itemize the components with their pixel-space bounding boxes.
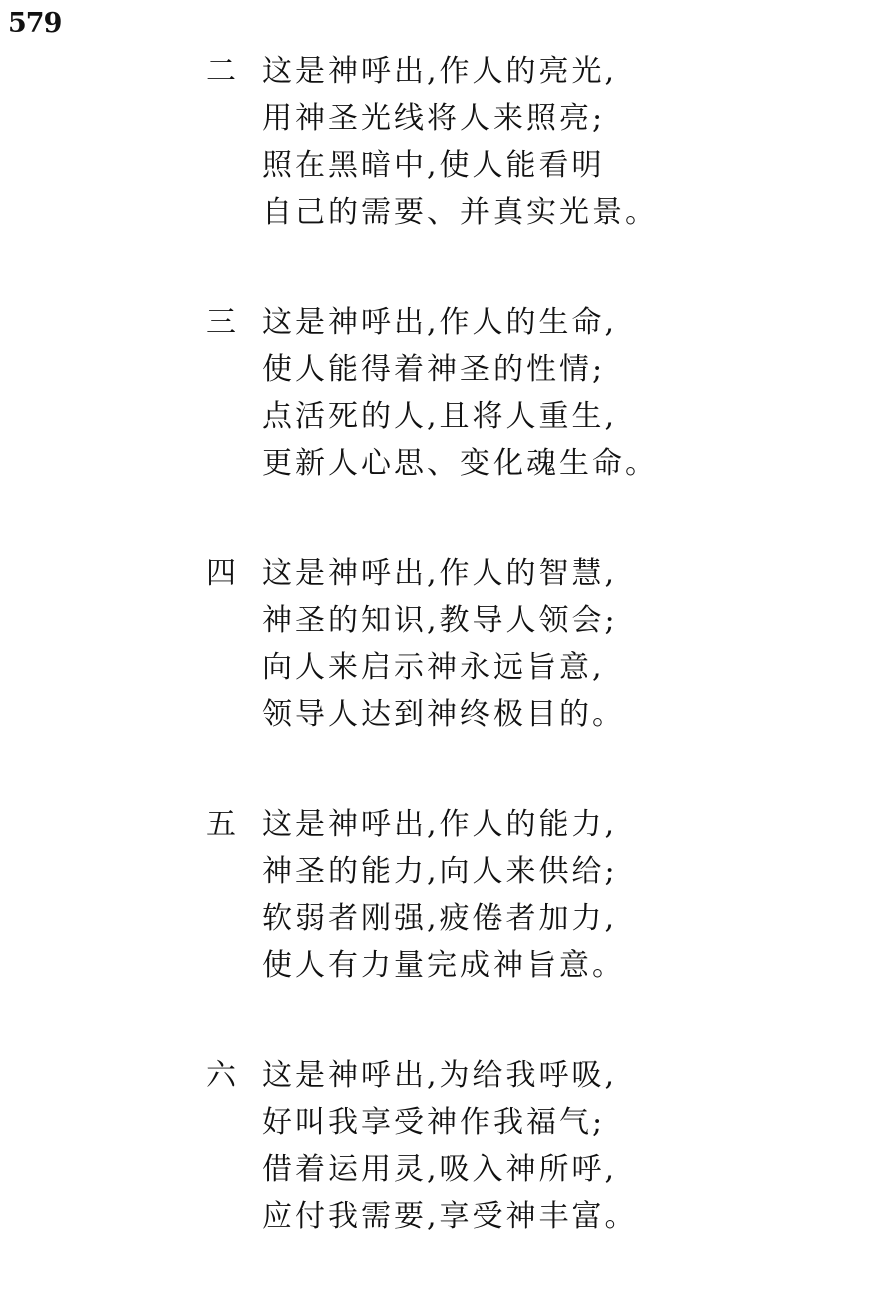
verse-line: 使人有力量完成神旨意。 <box>262 948 625 983</box>
verse-line: 点活死的人,且将人重生, <box>262 399 618 434</box>
stanza <box>206 48 866 236</box>
verse-line: 这是神呼出,作人的能力, <box>262 807 618 842</box>
verse-line: 这是神呼出,为给我呼吸, <box>262 1058 618 1093</box>
stanza-number: 三 <box>206 305 236 340</box>
stanza-number: 四 <box>206 556 236 591</box>
verse-line: 神圣的知识,教导人领会; <box>262 603 618 638</box>
verse-line: 更新人心思、变化魂生命。 <box>262 446 658 481</box>
stanza <box>206 550 866 738</box>
verse-line: 用神圣光线将人来照亮; <box>262 101 606 136</box>
verse-line: 使人能得着神圣的性情; <box>262 352 606 387</box>
verse-line: 领导人达到神终极目的。 <box>262 697 625 732</box>
stanza-number: 六 <box>206 1058 236 1093</box>
verse-line: 这是神呼出,作人的智慧, <box>262 556 618 591</box>
stanza-number: 五 <box>206 807 236 842</box>
verse-line: 自己的需要、并真实光景。 <box>262 195 658 230</box>
verse-line: 照在黑暗中,使人能看明 <box>262 148 605 183</box>
stanza <box>206 299 866 487</box>
verse-line: 软弱者刚强,疲倦者加力, <box>262 901 618 936</box>
verse-line: 神圣的能力,向人来供给; <box>262 854 618 889</box>
verse-line: 好叫我享受神作我福气; <box>262 1105 606 1140</box>
verse-line: 向人来启示神永远旨意, <box>262 650 605 685</box>
page-number: 579 <box>8 8 62 39</box>
verse-line: 借着运用灵,吸入神所呼, <box>262 1152 618 1187</box>
verse-line: 这是神呼出,作人的亮光, <box>262 54 618 89</box>
stanza <box>206 1052 866 1240</box>
verse-line: 这是神呼出,作人的生命, <box>262 305 618 340</box>
hymn-verses <box>206 48 866 1303</box>
stanza <box>206 801 866 989</box>
stanza-number: 二 <box>206 54 236 89</box>
verse-line: 应付我需要,享受神丰富。 <box>262 1199 638 1234</box>
